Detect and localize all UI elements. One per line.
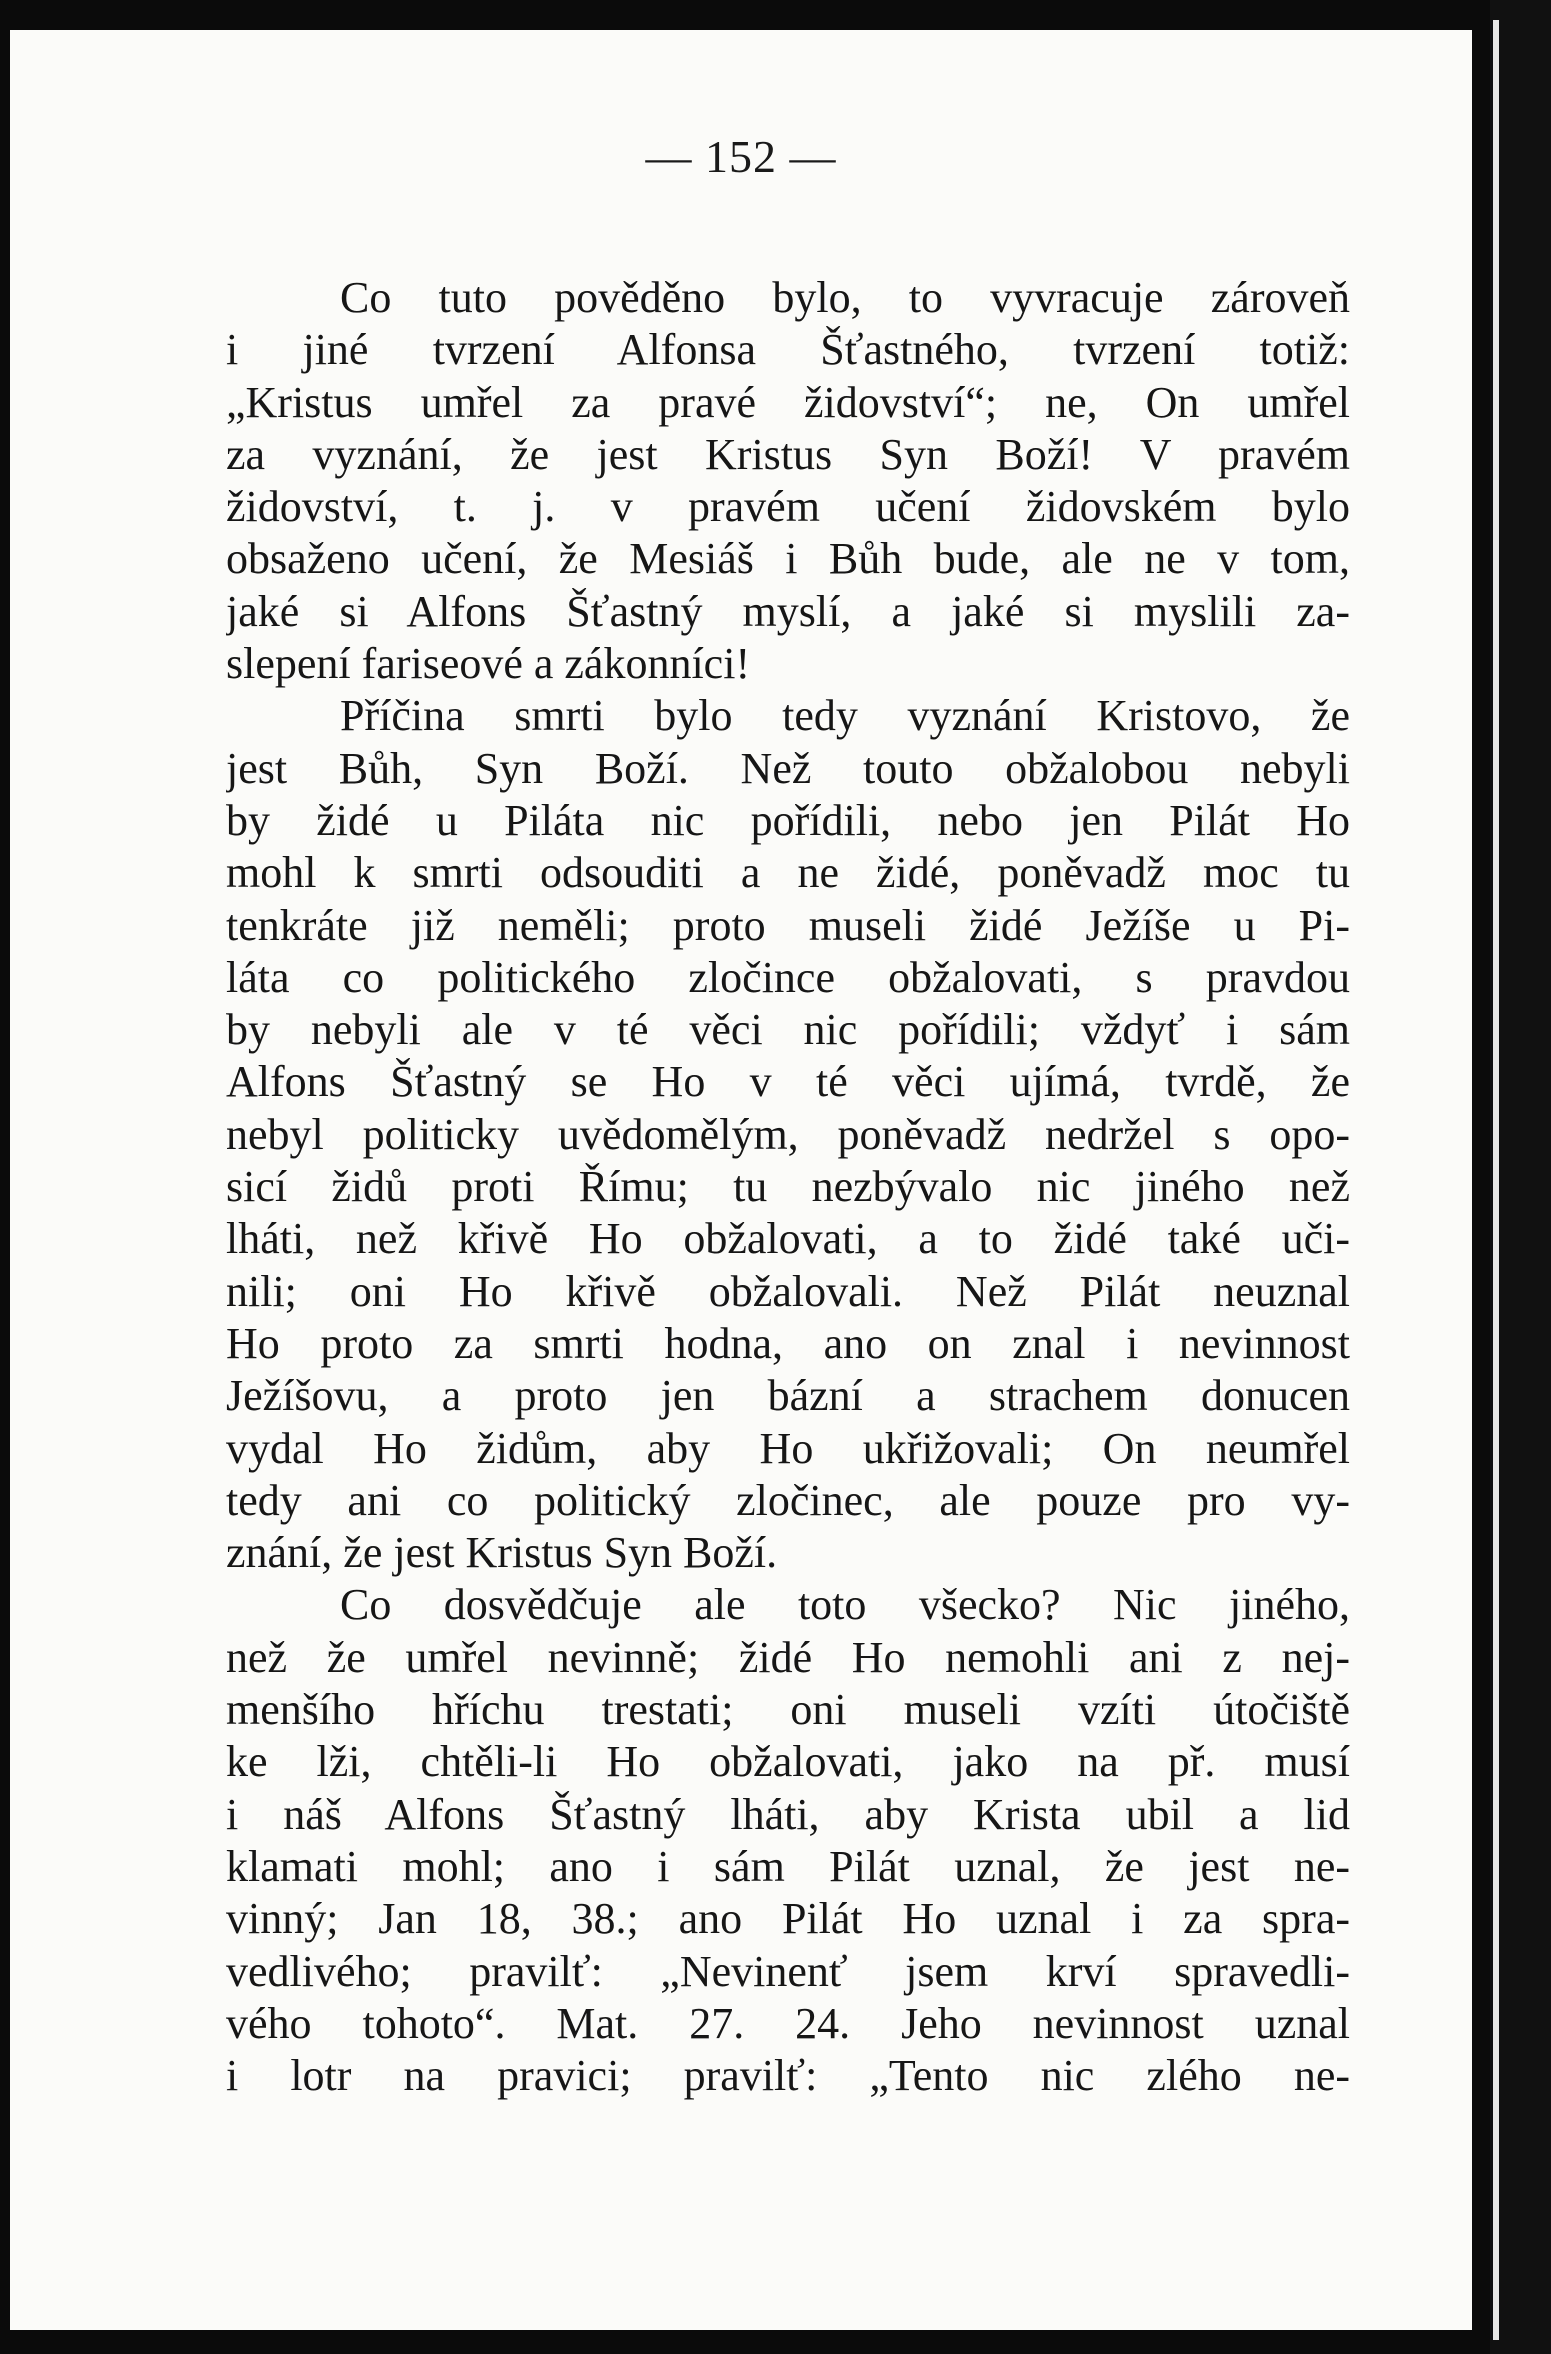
text-line: by židé u Piláta nic pořídili, nebo jen Pilát Ho: [226, 795, 1350, 845]
text-line: klamati mohl; ano i sám Pilát uznal, že jest ne-: [226, 1841, 1350, 1891]
text-line: Alfons Šťastný se Ho v té věci ujímá, tvrdě, že: [226, 1057, 1350, 1107]
text-line: menšího hříchu trestati; oni museli vzíti útočiště: [226, 1685, 1350, 1735]
text-line: slepení fariseové a zákonníci!: [226, 639, 751, 689]
text-line: židovství, t. j. v pravém učení židovském bylo: [226, 482, 1350, 532]
text-line: i jiné tvrzení Alfonsa Šťastného, tvrzení totiž:: [226, 325, 1350, 375]
body-text: [226, 272, 1350, 2102]
text-line: jaké si Alfons Šťastný myslí, a jaké si myslili za-: [226, 586, 1350, 636]
text-line: nebyl politicky uvědomělým, poněvadž nedržel s opo-: [226, 1109, 1350, 1159]
text-line: sicí židů proti Římu; tu nezbývalo nic jiného než: [226, 1162, 1350, 1212]
text-line: za vyznání, že jest Kristus Syn Boží! V pravém: [226, 429, 1350, 479]
text-line: Co dosvědčuje ale toto všecko? Nic jiného,: [340, 1580, 1350, 1630]
text-line: „Kristus umřel za pravé židovství“; ne, On umřel: [226, 377, 1350, 427]
text-line: obsaženo učení, že Mesiáš i Bůh bude, ale ne v tom,: [226, 534, 1350, 584]
text-line: Ježíšovu, a proto jen bázní a strachem donucen: [226, 1371, 1350, 1421]
text-line: vého tohoto“. Mat. 27. 24. Jeho nevinnost uznal: [226, 1998, 1350, 2048]
text-line: vinný; Jan 18, 38.; ano Pilát Ho uznal i za spra-: [226, 1894, 1350, 1944]
text-line: lháti, než křivě Ho obžalovati, a to židé také uči-: [226, 1214, 1350, 1264]
text-line: i lotr na pravici; pravilť: „Tento nic zlého ne-: [226, 2051, 1350, 2101]
scan-border-right: [1490, 0, 1551, 2354]
text-line: by nebyli ale v té věci nic pořídili; vždyť i sám: [226, 1005, 1350, 1055]
page-number: — 152 —: [645, 131, 837, 182]
text-line: vydal Ho židům, aby Ho ukřižovali; On neumřel: [226, 1423, 1350, 1473]
text-line: mohl k smrti odsouditi a ne židé, poněvadž moc tu: [226, 848, 1350, 898]
text-line: ke lži, chtěli-li Ho obžalovati, jako na př. musí: [226, 1737, 1350, 1787]
text-line: tedy ani co politický zločinec, ale pouze pro vy-: [226, 1475, 1350, 1525]
text-line: vedlivého; pravilť: „Nevinenť jsem krví spravedli-: [226, 1946, 1350, 1996]
text-line: láta co politického zločince obžalovati, s pravdou: [226, 952, 1350, 1002]
text-line: Ho proto za smrti hodna, ano on znal i nevinnost: [226, 1318, 1350, 1368]
text-line: znání, že jest Kristus Syn Boží.: [226, 1528, 778, 1578]
text-line: i náš Alfons Šťastný lháti, aby Krista ubil a lid: [226, 1789, 1350, 1839]
text-line: tenkráte již neměli; proto museli židé Ježíše u Pi-: [226, 900, 1350, 950]
text-line: než že umřel nevinně; židé Ho nemohli ani z nej-: [226, 1632, 1350, 1682]
text-line: Co tuto pověděno bylo, to vyvracuje zároveň: [340, 273, 1350, 322]
text-line: Příčina smrti bylo tedy vyznání Kristovo, že: [340, 691, 1350, 741]
adjacent-page-edge: [1493, 20, 1499, 2340]
text-line: jest Bůh, Syn Boží. Než touto obžalobou nebyli: [226, 743, 1350, 793]
book-page: [10, 30, 1472, 2330]
text-line: nili; oni Ho křivě obžalovali. Než Pilát neuznal: [226, 1266, 1350, 1316]
